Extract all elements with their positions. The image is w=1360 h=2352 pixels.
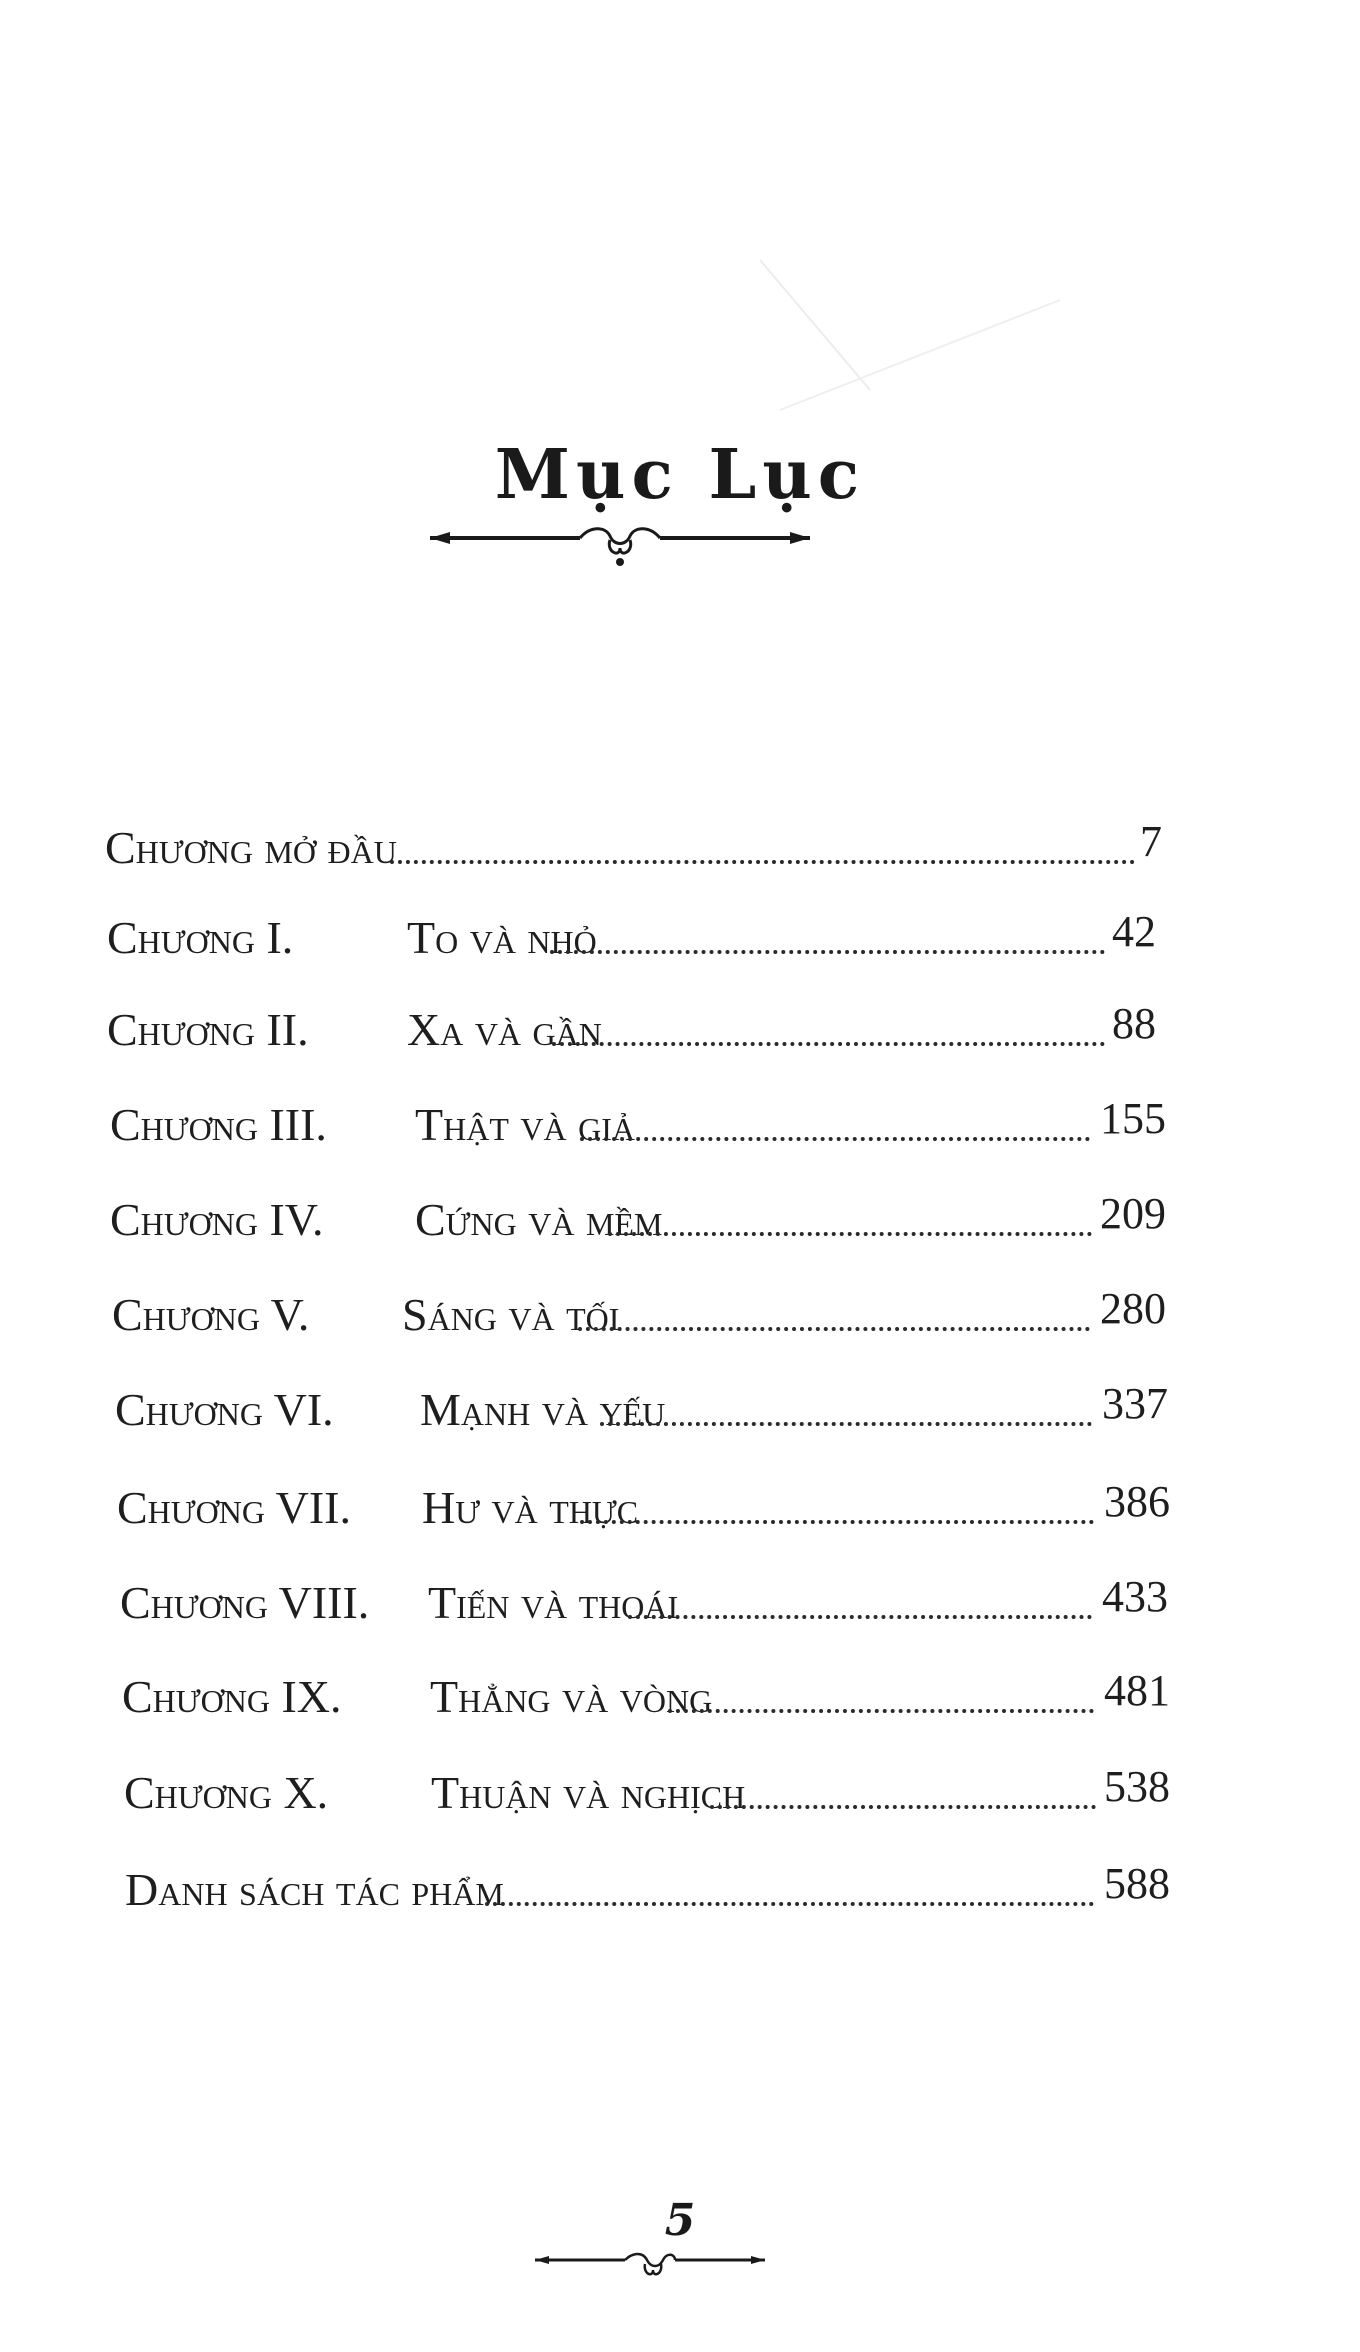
toc-entry (107, 1000, 1280, 1060)
toc-page-number: 538 (1104, 1762, 1170, 1811)
toc-page-number: 155 (1100, 1094, 1166, 1143)
toc-entry (110, 1190, 1280, 1250)
page-number-flourish-ornament (535, 2248, 765, 2284)
toc-chapter-title: To và nhỏ (407, 912, 597, 963)
toc-dot-leader (600, 1418, 1092, 1426)
toc-chapter-label: Chương mở đầu (105, 822, 397, 873)
toc-dot-leader (390, 856, 1135, 864)
toc-entry (112, 1285, 1280, 1345)
toc-chapter-title: Thẳng và vòng (430, 1671, 713, 1722)
toc-dot-leader (580, 1516, 1094, 1524)
toc-chapter-label: Chương VI. (115, 1384, 334, 1435)
toc-entry (107, 908, 1280, 968)
toc-chapter-title: Mạnh và yếu (420, 1384, 666, 1435)
toc-chapter-title: Cứng và mềm (415, 1194, 663, 1245)
toc-entry (125, 1860, 1280, 1920)
toc-chapter-title: Xa và gần (407, 1004, 602, 1055)
toc-dot-leader (608, 1228, 1092, 1236)
toc-chapter-title: Thuận và nghịch (431, 1767, 746, 1818)
toc-chapter-title: Tiến và thoái (428, 1577, 679, 1628)
toc-chapter-label: Chương VII. (117, 1482, 351, 1533)
toc-page-number: 337 (1102, 1379, 1168, 1428)
toc-dot-leader (485, 1898, 1094, 1906)
toc-dot-leader (552, 1038, 1105, 1046)
toc-chapter-title: Hư và thực (422, 1482, 639, 1533)
toc-page-number: 588 (1104, 1859, 1170, 1908)
toc-page-number: 433 (1102, 1572, 1168, 1621)
toc-chapter-label: Chương III. (110, 1099, 327, 1150)
toc-chapter-label: Chương V. (112, 1289, 310, 1340)
toc-page-number: 481 (1104, 1666, 1170, 1715)
toc-entry (110, 1095, 1280, 1155)
toc-chapter-label: Chương IV. (110, 1194, 324, 1245)
toc-page-number: 88 (1112, 999, 1156, 1048)
toc-dot-leader (710, 1801, 1096, 1809)
toc-chapter-label: Chương II. (107, 1004, 309, 1055)
toc-entry (117, 1478, 1280, 1538)
toc-chapter-label: Chương I. (107, 912, 294, 963)
title-flourish-ornament (430, 518, 810, 578)
toc-dot-leader (550, 946, 1105, 954)
toc-entry (105, 818, 1280, 878)
toc-page-number: 7 (1140, 817, 1162, 866)
toc-chapter-title: Thật và giả (415, 1099, 635, 1150)
toc-entry (120, 1573, 1280, 1633)
toc-chapter-label: Chương VIII. (120, 1577, 370, 1628)
toc-dot-leader (580, 1133, 1090, 1141)
toc-chapter-label: Danh sách tác phẩm (125, 1864, 504, 1915)
toc-dot-leader (668, 1705, 1094, 1713)
page-title: Mục Lục (494, 435, 866, 515)
toc-page-number: 280 (1100, 1284, 1166, 1333)
toc-entry (124, 1763, 1280, 1823)
paper-scratch-mark (720, 250, 1080, 420)
toc-page-number: 386 (1104, 1477, 1170, 1526)
toc-chapter-title: Sáng và tối (402, 1289, 620, 1340)
toc-chapter-label: Chương X. (124, 1767, 329, 1818)
toc-dot-leader (578, 1323, 1090, 1331)
toc-dot-leader (628, 1611, 1092, 1619)
toc-page-number: 209 (1100, 1189, 1166, 1238)
toc-entry (115, 1380, 1280, 1440)
page-number: 5 (664, 2195, 696, 2246)
toc-page-number: 42 (1112, 907, 1156, 956)
toc-entry (122, 1667, 1280, 1727)
toc-chapter-label: Chương IX. (122, 1671, 342, 1722)
